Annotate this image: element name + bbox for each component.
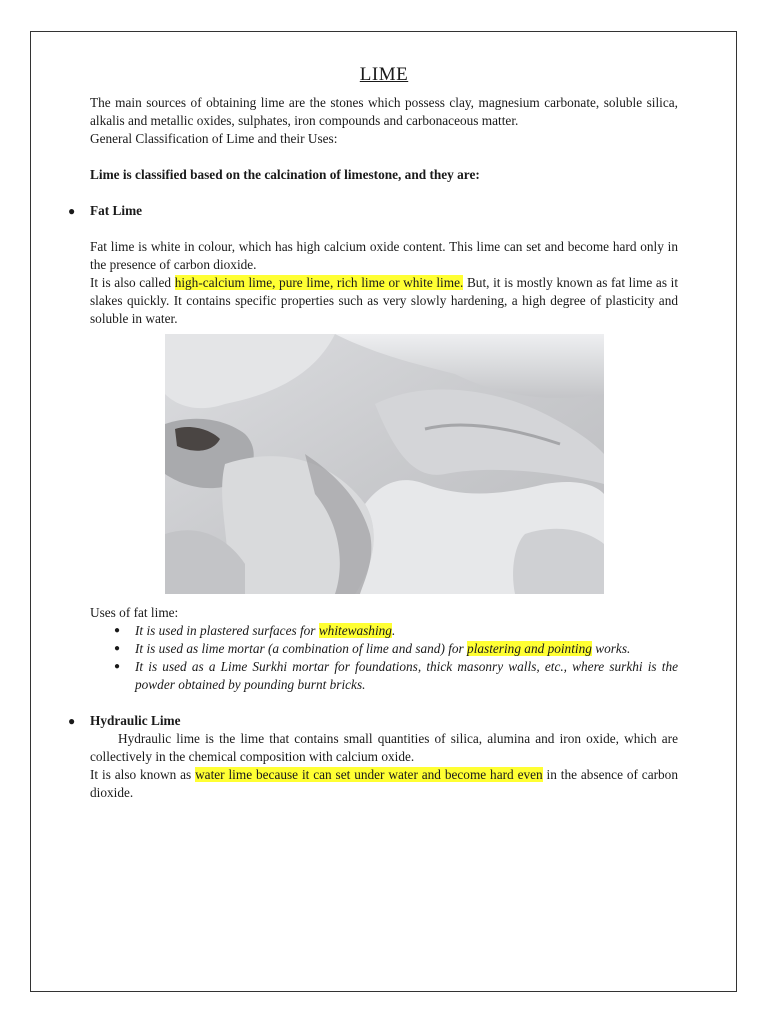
fat-lime-heading-label: Fat Lime: [90, 203, 143, 218]
use-highlight: whitewashing: [318, 623, 392, 638]
use-text: It is used as a Lime Surkhi mortar for foundations, thick masonry walls, etc., where surkhi is the powder obtained by pounding burnt bricks.: [135, 659, 678, 692]
fat-lime-paragraph-2: [90, 274, 678, 328]
water-lime-highlight: water lime because it can set under water and become hard even: [195, 767, 543, 782]
hydraulic-lime-heading-label: Hydraulic Lime: [90, 713, 181, 728]
classification-label: General Classification of Lime and their Uses:: [90, 131, 338, 146]
hydraulic-p2-after: in the absence of carbon dioxide.: [90, 767, 678, 800]
bullet-icon: ●: [68, 714, 76, 728]
use-text: It is used in plastered surfaces for: [135, 623, 319, 638]
list-item: [90, 622, 678, 640]
list-item: [90, 640, 678, 658]
page-title: LIME: [359, 64, 409, 85]
intro-text: The main sources of obtaining lime are the stones which possess clay, magnesium carbonate, soluble silica, alkalis and metallic oxides, sulphates, iron compounds and carbonaceous matter.: [90, 95, 678, 128]
fat-lime-names-highlight: high-calcium lime, pure lime, rich lime or white lime.: [174, 275, 464, 290]
uses-heading: Uses of fat lime:: [90, 605, 179, 620]
classification-heading: Lime is classified based on the calcination of limestone, and they are:: [90, 167, 480, 182]
bullet-icon: ●: [114, 661, 121, 672]
use-text-end: works.: [591, 641, 631, 656]
document-body: [68, 64, 679, 802]
hydraulic-p2-before: It is also known as: [90, 767, 196, 782]
hydraulic-lime-heading: [68, 712, 678, 730]
use-text-end: .: [391, 623, 396, 638]
uses-list: [90, 622, 678, 694]
intro-paragraph: [90, 94, 678, 148]
list-item: [90, 658, 678, 694]
hydraulic-lime-paragraph-2: [90, 766, 678, 802]
fat-lime-paragraph-1: Fat lime is white in colour, which has high calcium oxide content. This lime can set and become hard only in the presence of carbon dioxide.: [90, 239, 678, 272]
fat-lime-p2-after: But, it is mostly known as fat lime as it slakes quickly. It contains specific properties such as very slowly hardening, a high degree of plasticity and soluble in water.: [90, 275, 679, 326]
hydraulic-lime-paragraph-1: Hydraulic lime is the lime that contains small quantities of silica, alumina and iron oxide, which are collectively in the chemical composition with calcium oxide.: [90, 731, 678, 764]
use-text: It is used as lime mortar (a combination of lime and sand) for: [135, 641, 468, 656]
fat-lime-p2-before: It is also called: [90, 275, 175, 290]
bullet-icon: ●: [68, 204, 76, 218]
fat-lime-heading: [68, 202, 678, 220]
bullet-icon: ●: [114, 643, 121, 654]
bullet-icon: ●: [114, 625, 121, 636]
fat-lime-photo: [165, 334, 604, 594]
use-highlight: plastering and pointing: [467, 641, 592, 656]
